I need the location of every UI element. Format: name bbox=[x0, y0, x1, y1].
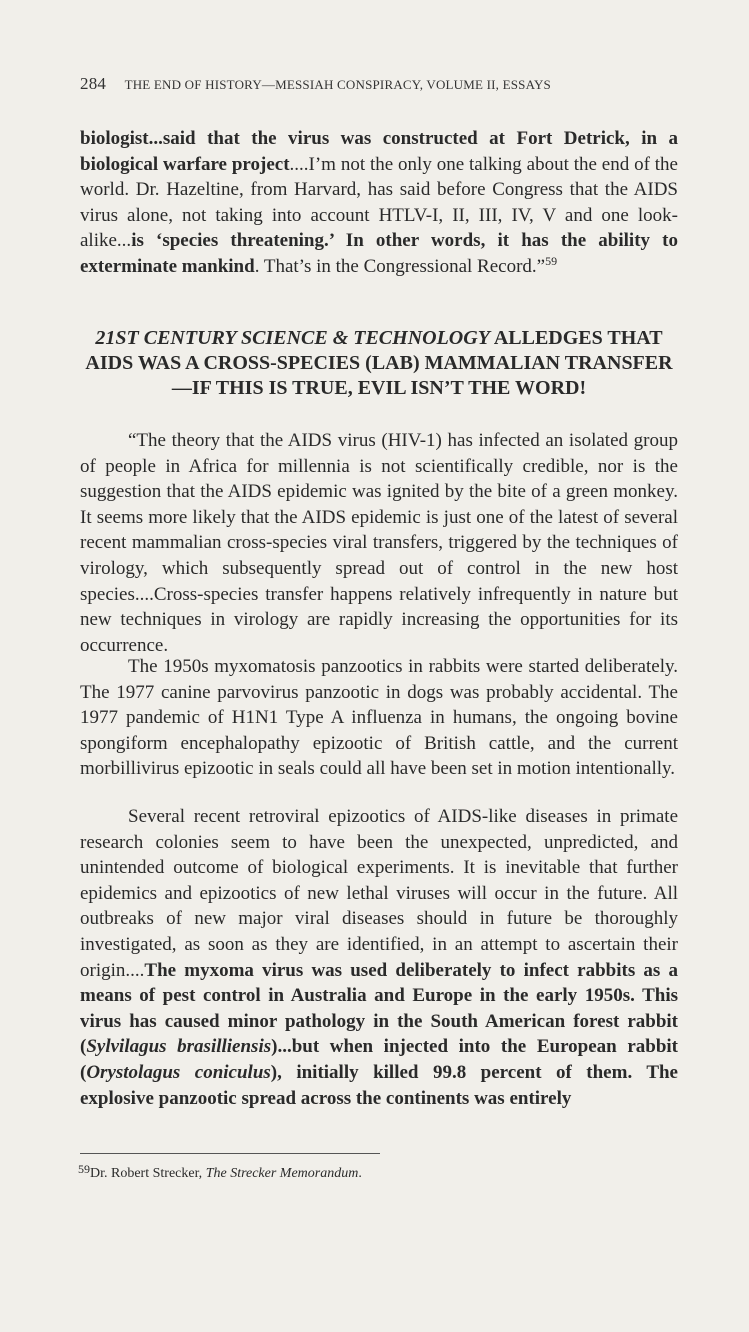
running-head bbox=[80, 74, 680, 94]
quote3-bold-1: The myxoma virus was used deliberately to infect rabbits as a means of pest control in Australia and Europe in the early 1950s. This virus has caused minor pathology in the South American forest rabbit ( bbox=[80, 959, 678, 1058]
footnote-divider bbox=[80, 1153, 380, 1154]
quote3-plain: Several recent retroviral epizootics of AIDS-like diseases in primate research colonies seem to have been the unexpected, unpredicted, and unintended outcome of biological experiments. It is inevitable that further epidemics and epizootics of new lethal viruses will occur in the future. All outbreaks of new major viral diseases should in future be thoroughly investigated, as soon as they are identified, in an attempt to ascertain their origin.... bbox=[80, 806, 678, 981]
quote-paragraph-2: The 1950s myxomatosis panzootics in rabbits were started deliberately. The 1977 canine parvovirus panzootic in dogs was probably accidental. The 1977 pandemic of H1N1 Type A influenza in humans, the ongoing bovine spongiform encephalopathy epizootic of British cattle, and the current morbillivirus epizootic in seals could all have been set in motion intentionally. bbox=[80, 656, 678, 780]
quote-paragraph-1: “The theory that the AIDS virus (HIV-1) has infected an isolated group of people in Africa for millennia is not scientifically credible, nor is the suggestion that the AIDS epidemic was ignited by the bite of a green monkey. It seems more likely that the AIDS epidemic is just one of the latest of several recent mammalian cross-species viral transfers, triggered by the techniques of virology, which subsequently spread out of control in the new host species....Cross-species transfer happens relatively infrequently in nature but new techniques in virology are rapidly increasing the opportunities for its occurrence. bbox=[80, 430, 678, 656]
footnote bbox=[78, 1160, 678, 1183]
quote-block-1 bbox=[80, 428, 678, 658]
intro-paragraph bbox=[80, 126, 678, 280]
intro-text-2: . That’s in the Congressional Record.” bbox=[254, 255, 546, 277]
footnote-reference: 59 bbox=[545, 253, 558, 268]
intro-paragraph-block bbox=[80, 126, 678, 280]
page-number: 284 bbox=[80, 74, 107, 93]
intro-bold-2: is ‘species threatening.’ In other words, it has the ability to exterminate mankind bbox=[80, 230, 678, 277]
quote-block-2 bbox=[80, 654, 678, 782]
quote-block-3 bbox=[80, 804, 678, 1111]
heading-rest: ALLEDGES THAT AIDS WAS A CROSS-SPECIES (LAB) MAMMALIAN TRANSFER—IF THIS IS TRUE, EVIL ISN’T THE WORD! bbox=[85, 327, 673, 399]
running-head-title: THE END OF HISTORY—MESSIAH CONSPIRACY, VOLUME II, ESSAYS bbox=[124, 77, 551, 92]
footnote-author: Dr. Robert Strecker, bbox=[90, 1166, 206, 1181]
quote3-bold-3: ), initially killed 99.8 percent of them. The explosive panzootic spread across the continents was entirely bbox=[80, 1061, 678, 1109]
species-name-2: Orystolagus coniculus bbox=[86, 1061, 271, 1083]
footnote-work: The Strecker Memorandum bbox=[205, 1166, 359, 1181]
heading-italic: 21ST CENTURY SCIENCE & TECHNOLOGY bbox=[95, 327, 490, 349]
quote-paragraph-3 bbox=[80, 804, 678, 1111]
intro-text-1: ....I’m not the only one talking about the end of the world. Dr. Hazeltine, from Harvard, has said before Congress that the AIDS virus alone, not taking into account HTLV-I, II, III, IV, V and one look-alike... bbox=[80, 153, 678, 252]
quote3-bold-2: )...but when injected into the European rabbit ( bbox=[80, 1036, 679, 1083]
intro-bold-1: biologist...said that the virus was constructed at Fort Detrick, in a biological warfare project bbox=[80, 128, 678, 175]
footnote-end: . bbox=[358, 1166, 362, 1181]
section-heading bbox=[80, 326, 678, 401]
species-name-1: Sylvilagus brasilliensis bbox=[86, 1036, 272, 1058]
footnote-number: 59 bbox=[78, 1162, 90, 1176]
